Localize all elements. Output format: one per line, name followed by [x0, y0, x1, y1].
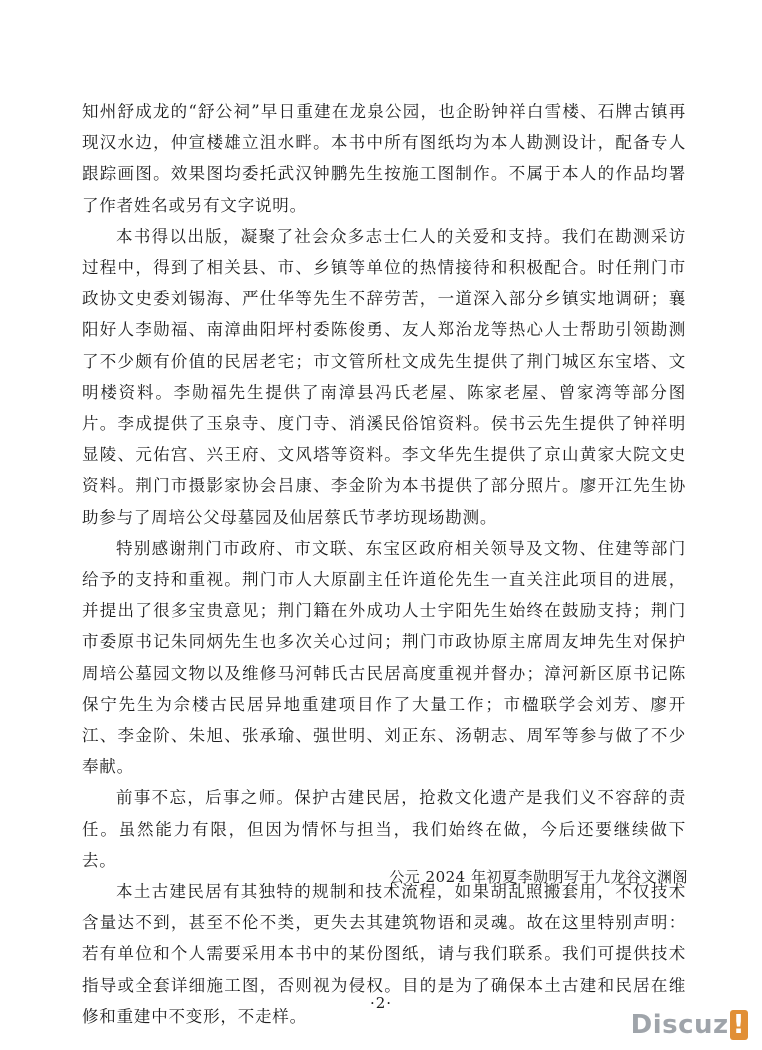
- paragraph-acknowledgements: 本书得以出版，凝聚了社会众多志士仁人的关爱和支持。我们在勘测采访过程中，得到了相关县、市、乡镇等单位的热情接待和积极配合。时任荆门市政协文史委刘锡海、严仕华等先生不辞劳苦，一道深入部分乡镇实地调研；襄阳好人李勋福、南漳曲阳坪村委陈俊勇、友人郑治龙等热心人士帮助引领勘测了不少颇有价值的民居老宅；市文管所杜文成先生提供了荆门城区东宝塔、文明楼资料。李勋福先生提供了南漳县冯氏老屋、陈家老屋、曾家湾等部分图片。李成提供了玉泉寺、度门寺、消溪民俗馆资料。侯书云先生提供了钟祥明显陵、元佑宫、兴王府、文风塔等资料。李文华先生提供了京山黄家大院文史资料。荆门市摄影家协会吕康、李金阶为本书提供了部分照片。廖开江先生协助参与了周培公父母墓园及仙居蔡氏节孝坊现场勘测。: [82, 226, 686, 527]
- page-number: ·2·: [369, 994, 393, 1012]
- paragraph-continued: 知州舒成龙的“舒公祠”早日重建在龙泉公园，也企盼钟祥白雪楼、石牌古镇再现汉水边，仲宣楼雄立沮水畔。本书中所有图纸均为本人勘测设计，配备专人跟踪画图。效果图均委托武汉钟鹏先生按施工图制作。不属于本人的作品均署了作者姓名或另有文字说明。: [82, 102, 686, 215]
- paragraph-responsibility: 前事不忘，后事之师。保护古建民居，抢救文化遗产是我们义不容辞的责任。虽然能力有限，但因为情怀与担当，我们始终在做，今后还要继续做下去。: [82, 788, 686, 870]
- paragraph-special-thanks: 特别感谢荆门市政府、市文联、东宝区政府相关领导及文物、住建等部门给予的支持和重视。荆门市人大原副主任许道伦先生一直关注此项目的进展，并提出了很多宝贵意见；荆门籍在外成功人士宇阳先生始终在鼓励支持；荆门市委原书记朱同炳先生也多次关心过问；荆门市政协原主席周友坤先生对保护周培公墓园文物以及维修马河韩氏古民居高度重视并督办；漳河新区原书记陈保宁先生为佘楼古民居异地重建项目作了大量工作；市楹联学会刘芳、廖开江、李金阶、朱旭、张承瑜、强世明、刘正东、汤朝志、周军等参与做了不少奉献。: [82, 538, 686, 777]
- paragraph-copyright-statement: 本土古建民居有其独特的规制和技术流程，如果胡乱照搬套用，不仅技术含量达不到，甚至不伦不类，更失去其建筑物语和灵魂。故在这里特别声明：若有单位和个人需要采用本书中的某份图纸，请与我们联系。我们可提供技术指导或全套详细施工图，否则视为侵权。目的是为了确保本土古建和民居在维修和重建中不变形，不走样。: [82, 882, 686, 1026]
- body-text: [82, 96, 686, 1032]
- author-signature: 公元 2024 年初夏李勋明写于九龙谷文渊阁: [389, 868, 688, 886]
- watermark-text: Discuz: [630, 1010, 729, 1040]
- site-watermark: [631, 1010, 748, 1040]
- watermark-mark: !: [730, 1010, 748, 1040]
